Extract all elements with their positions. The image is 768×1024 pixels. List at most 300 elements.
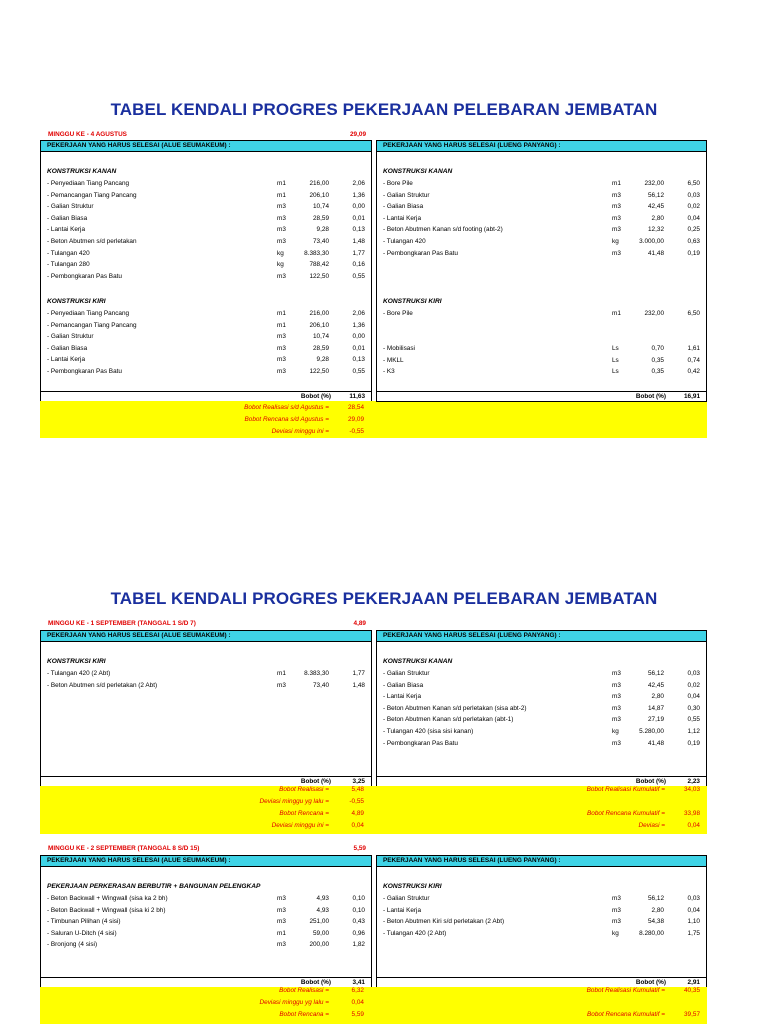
table-row — [377, 726, 706, 737]
table-row — [377, 343, 706, 354]
table-row — [377, 213, 706, 224]
item-bobot: 2,06 — [352, 180, 365, 187]
item-bobot: 1,36 — [352, 321, 365, 329]
summary-value: 0,04 — [351, 822, 364, 829]
item-volume: 12,32 — [648, 226, 664, 234]
item-name: - Lantai Kerja — [47, 356, 86, 364]
item-unit: m1 — [612, 180, 621, 187]
table-row — [377, 703, 706, 714]
summary-value: 29,09 — [348, 416, 364, 423]
item-name: - Galian Biasa — [383, 203, 424, 211]
item-volume: 10,74 — [313, 203, 329, 211]
item-name: - MKLL — [383, 356, 404, 364]
section-title: KONSTRUKSI KANAN — [383, 168, 453, 175]
table-row — [41, 331, 371, 342]
table-row — [377, 905, 706, 916]
item-name: - Tulangan 420 (sisa sisi kanan) — [383, 728, 474, 735]
summary-value: 4,89 — [351, 810, 364, 817]
item-volume: 28,59 — [313, 214, 329, 222]
week-label-sep2 — [48, 845, 372, 855]
summary-value: 6,32 — [351, 987, 364, 994]
item-bobot: 0,19 — [687, 739, 700, 747]
summary-label: Deviasi minggu ini = — [271, 822, 329, 829]
section-title: KONSTRUKSI KIRI — [47, 298, 106, 305]
table-row — [377, 236, 706, 247]
panel-alue-seumakeum-sep2 — [40, 855, 372, 988]
item-name: - Bore Pile — [383, 310, 413, 317]
item-name: - Pemancangan Tiang Pancang — [47, 191, 137, 199]
item-name: - Beton Abutmen s/d perletakan — [47, 238, 137, 245]
item-volume: 56,12 — [648, 895, 664, 902]
item-bobot: 0,63 — [687, 238, 700, 245]
item-bobot: 0,42 — [687, 368, 700, 376]
summary-label: Bobot Realisasi = — [279, 786, 329, 793]
item-unit: m1 — [277, 321, 286, 329]
item-unit: kg — [277, 249, 284, 257]
item-bobot: 0,04 — [687, 693, 700, 701]
item-unit: m1 — [277, 180, 286, 187]
sep1-left-summary-row — [0, 796, 768, 808]
item-unit: m3 — [277, 356, 286, 364]
section-title: PEKERJAAN PERKERASAN BERBUTIR + BANGUNAN PELENGKAP — [47, 883, 261, 890]
item-bobot: 0,55 — [352, 368, 365, 375]
item-volume: 206,10 — [309, 191, 329, 199]
item-volume: 42,45 — [648, 681, 664, 689]
summary-label: Bobot Rencana = — [279, 1011, 329, 1018]
panel-alue-seumakeum-sep1 — [40, 630, 372, 787]
section-title: KONSTRUKSI KANAN — [47, 168, 117, 175]
summary-label: Deviasi minggu ini = — [271, 428, 329, 435]
item-volume: 2,80 — [651, 214, 664, 222]
table-row — [377, 224, 706, 235]
item-name: - Beton Abutmen s/d perletakan (2 Abt) — [47, 681, 158, 689]
item-unit: m1 — [612, 310, 621, 317]
item-bobot: 0,04 — [687, 214, 700, 222]
item-volume: 206,10 — [309, 321, 329, 329]
item-unit: m3 — [612, 918, 621, 926]
item-unit: m3 — [277, 906, 286, 914]
table-row — [377, 190, 706, 201]
section-title: KONSTRUKSI KIRI — [47, 658, 106, 665]
item-name: - Beton Abutmen Kiri s/d perletakan (2 Abt) — [383, 918, 505, 926]
week-label: MINGGU KE - 2 SEPTEMBER (TANGGAL 8 S/D 15) — [48, 845, 200, 852]
week-value: 4,89 — [353, 620, 366, 627]
item-unit: m3 — [612, 739, 621, 747]
item-volume: 3.000,00 — [639, 238, 664, 245]
aug-summary-row — [0, 426, 768, 438]
summary-label: Bobot Realisasi s/d Agustus = — [244, 404, 329, 411]
item-unit: m3 — [612, 203, 621, 211]
bobot-total: 3,41 — [352, 979, 365, 986]
summary-value: -0,55 — [349, 798, 364, 805]
summary-value: 33,98 — [684, 810, 700, 817]
week-value: 5,59 — [353, 845, 366, 852]
item-unit: Ls — [612, 356, 619, 364]
bobot-label: Bobot (%) — [635, 979, 666, 986]
item-bobot: 0,00 — [352, 333, 365, 341]
item-name: - Bore Pile — [383, 180, 413, 187]
item-unit: m1 — [277, 191, 286, 199]
table-row — [41, 893, 371, 904]
item-unit: kg — [612, 929, 619, 937]
table-row — [41, 271, 371, 282]
table-row — [41, 320, 371, 331]
item-bobot: 1,10 — [687, 918, 700, 926]
table-row — [377, 680, 706, 691]
item-bobot: 1,12 — [687, 728, 700, 735]
item-bobot: 0,01 — [352, 344, 365, 352]
item-name: - Lantai Kerja — [383, 693, 422, 701]
item-volume: 122,50 — [309, 368, 329, 375]
item-volume: 56,12 — [648, 191, 664, 199]
item-volume: 8.280,00 — [639, 929, 664, 937]
item-unit: kg — [612, 728, 619, 735]
item-unit: m1 — [277, 670, 286, 677]
table-row — [41, 190, 371, 201]
summary-label: Deviasi = — [638, 822, 665, 829]
item-unit: m3 — [612, 895, 621, 902]
item-name: - Lantai Kerja — [47, 226, 86, 234]
table-row — [41, 213, 371, 224]
item-name: - Tulangan 420 — [47, 249, 90, 257]
item-volume: 41,48 — [648, 739, 664, 747]
table-row — [41, 905, 371, 916]
item-unit: m3 — [612, 214, 621, 222]
summary-value: -0,55 — [349, 428, 364, 435]
item-volume: 10,74 — [313, 333, 329, 341]
item-unit: m3 — [277, 344, 286, 352]
item-bobot: 1,36 — [352, 191, 365, 199]
table-row — [41, 354, 371, 365]
item-volume: 2,80 — [651, 906, 664, 914]
table-row — [41, 668, 371, 679]
bobot-total: 3,25 — [352, 778, 365, 785]
panel-lueng-panyang-aug — [376, 140, 707, 402]
item-bobot: 0,55 — [687, 716, 700, 724]
table-row — [41, 248, 371, 259]
item-name: - Lantai Kerja — [383, 906, 422, 914]
item-name: - Beton Backwall + Wingwall (sisa ki 2 bh) — [47, 906, 166, 914]
item-volume: 8.383,30 — [304, 249, 329, 257]
summary-value: 28,54 — [348, 404, 364, 411]
table-row — [41, 201, 371, 212]
item-volume: 5.280,00 — [639, 728, 664, 735]
section-title: KONSTRUKSI KANAN — [383, 658, 453, 665]
panel-alue-seumakeum-aug — [40, 140, 372, 402]
summary-value: 5,48 — [351, 786, 364, 793]
item-bobot: 0,19 — [687, 249, 700, 257]
item-unit: m3 — [277, 368, 286, 375]
item-name: - Tulangan 420 — [383, 238, 426, 245]
summary-value: 40,35 — [684, 987, 700, 994]
aug-summary-row — [0, 414, 768, 426]
table-row — [41, 916, 371, 927]
item-name: - Pembongkaran Pas Batu — [47, 272, 122, 280]
item-unit: m3 — [612, 693, 621, 701]
item-volume: 14,87 — [648, 704, 664, 712]
table-row — [41, 939, 371, 950]
item-bobot: 0,03 — [687, 895, 700, 902]
summary-label: Bobot Realisasi Kumulatif = — [586, 987, 665, 994]
item-volume: 73,40 — [313, 681, 329, 689]
item-unit: m3 — [612, 249, 621, 257]
item-volume: 9,28 — [316, 226, 329, 234]
sep2-left-summary-row — [0, 997, 768, 1009]
item-bobot: 0,03 — [687, 670, 700, 677]
item-name: - Galian Biasa — [383, 681, 424, 689]
item-name: - Galian Struktur — [383, 670, 430, 677]
bobot-label: Bobot (%) — [635, 393, 666, 400]
item-unit: m3 — [612, 670, 621, 677]
item-unit: m3 — [612, 704, 621, 712]
table-row — [377, 714, 706, 725]
item-volume: 9,28 — [316, 356, 329, 364]
item-volume: 56,12 — [648, 670, 664, 677]
section-title: KONSTRUKSI KIRI — [383, 883, 442, 890]
item-volume: 0,35 — [651, 368, 664, 376]
summary-label: Deviasi minggu yg lalu = — [259, 798, 329, 805]
item-bobot: 1,61 — [687, 345, 700, 352]
item-volume: 4,93 — [316, 906, 329, 914]
bobot-label: Bobot (%) — [300, 778, 331, 785]
panel-lueng-panyang-sep2 — [376, 855, 707, 988]
section-title: KONSTRUKSI KIRI — [383, 298, 442, 305]
item-bobot: 1,77 — [352, 249, 365, 257]
table-row — [377, 355, 706, 366]
right-summary-row — [0, 820, 768, 832]
item-bobot: 0,16 — [352, 261, 365, 269]
table-row — [41, 178, 371, 189]
item-volume: 27,19 — [648, 716, 664, 724]
table-row — [377, 668, 706, 679]
item-unit: m3 — [277, 333, 286, 341]
bobot-label: Bobot (%) — [300, 979, 331, 986]
week-value: 29,09 — [350, 131, 366, 138]
item-name: - Beton Backwall + Wingwall (sisa ka 2 bh) — [47, 895, 168, 902]
item-name: - K3 — [383, 368, 395, 376]
item-bobot: 0,13 — [352, 226, 365, 234]
item-bobot: 2,06 — [352, 310, 365, 317]
item-unit: m3 — [277, 895, 286, 902]
item-volume: 2,80 — [651, 693, 664, 701]
item-name: - Pembongkaran Pas Batu — [383, 249, 458, 257]
page-title-1: TABEL KENDALI PROGRES PEKERJAAN PELEBARAN JEMBATAN — [110, 100, 658, 119]
summary-label: Bobot Realisasi = — [279, 987, 329, 994]
panel-header: PEKERJAAN YANG HARUS SELESAI (ALUE SEUMAKEUM) : — [41, 856, 371, 867]
item-unit: kg — [612, 238, 619, 245]
item-volume: 8.383,30 — [304, 670, 329, 677]
item-name: - Pemancangan Tiang Pancang — [47, 321, 137, 329]
item-volume: 251,00 — [309, 918, 329, 926]
item-unit: m3 — [612, 226, 621, 234]
item-unit: m3 — [277, 226, 286, 234]
item-volume: 216,00 — [309, 180, 329, 187]
panel-header: PEKERJAAN YANG HARUS SELESAI (LUENG PANYANG) : — [377, 141, 706, 152]
item-bobot: 0,10 — [352, 906, 365, 914]
summary-label: Bobot Rencana s/d Agustus = — [244, 416, 329, 423]
week-label: MINGGU KE - 4 AGUSTUS — [48, 131, 127, 138]
item-bobot: 0,96 — [352, 929, 365, 937]
bobot-total: 2,91 — [687, 979, 700, 986]
item-volume: 788,42 — [309, 261, 329, 269]
summary-label: Bobot Rencana Kumulatif = — [587, 810, 665, 817]
item-name: - Saluran U-Ditch (4 sisi) — [47, 929, 117, 937]
item-unit: Ls — [612, 368, 619, 376]
panel-header: PEKERJAAN YANG HARUS SELESAI (ALUE SEUMAKEUM) : — [41, 631, 371, 642]
item-volume: 232,00 — [644, 310, 664, 317]
item-unit: m3 — [277, 238, 286, 245]
item-volume: 73,40 — [313, 238, 329, 245]
summary-value: 39,57 — [684, 1011, 700, 1018]
item-unit: m3 — [277, 941, 286, 949]
item-name: - Mobilisasi — [383, 345, 415, 352]
item-name: - Pembongkaran Pas Batu — [47, 368, 122, 375]
item-unit: m3 — [277, 681, 286, 689]
summary-value: 5,59 — [351, 1011, 364, 1018]
item-bobot: 0,43 — [352, 918, 365, 926]
item-volume: 28,59 — [313, 344, 329, 352]
right-summary-row — [0, 808, 768, 820]
item-volume: 4,93 — [316, 895, 329, 902]
bobot-total: 2,23 — [687, 778, 700, 785]
item-unit: m3 — [612, 716, 621, 724]
summary-label: Bobot Realisasi Kumulatif = — [586, 786, 665, 793]
item-volume: 200,00 — [309, 941, 329, 949]
aug-summary-row — [0, 402, 768, 414]
item-volume: 0,35 — [651, 356, 664, 364]
item-name: - Pembongkaran Pas Batu — [383, 739, 458, 747]
item-bobot: 1,48 — [352, 681, 365, 689]
table-row — [377, 201, 706, 212]
table-row — [41, 928, 371, 939]
item-bobot: 0,02 — [687, 203, 700, 211]
item-volume: 216,00 — [309, 310, 329, 317]
page-title-2: TABEL KENDALI PROGRES PEKERJAAN PELEBARAN JEMBATAN — [110, 589, 658, 608]
table-row — [41, 366, 371, 377]
item-volume: 41,48 — [648, 249, 664, 257]
summary-label: Deviasi minggu yg lalu = — [259, 999, 329, 1006]
table-row — [377, 893, 706, 904]
table-row — [41, 259, 371, 270]
item-unit: m3 — [277, 272, 286, 280]
sep2-left-summary-row — [0, 985, 768, 997]
table-row — [377, 738, 706, 749]
summary-value: 0,04 — [687, 822, 700, 829]
item-bobot: 6,50 — [687, 310, 700, 317]
table-row — [377, 916, 706, 927]
item-bobot: 0,25 — [687, 226, 700, 234]
item-unit: m1 — [277, 310, 286, 317]
item-unit: m3 — [612, 191, 621, 199]
table-row — [41, 308, 371, 319]
item-name: - Bronjong (4 sisi) — [47, 941, 98, 949]
panel-header: PEKERJAAN YANG HARUS SELESAI (LUENG PANYANG) : — [377, 856, 706, 867]
item-unit: m3 — [612, 906, 621, 914]
item-bobot: 0,00 — [352, 203, 365, 211]
bobot-label: Bobot (%) — [300, 393, 331, 400]
table-row — [377, 691, 706, 702]
week-label: MINGGU KE - 1 SEPTEMBER (TANGGAL 1 S/D 7) — [48, 620, 196, 627]
bobot-label: Bobot (%) — [635, 778, 666, 785]
item-bobot: 1,75 — [687, 929, 700, 937]
table-row — [41, 680, 371, 691]
week-label-sep1 — [48, 620, 372, 630]
summary-value: 34,03 — [684, 786, 700, 793]
item-name: - Beton Abutmen Kanan s/d perletakan (sisa abt-2) — [383, 704, 527, 712]
panel-header: PEKERJAAN YANG HARUS SELESAI (ALUE SEUMAKEUM) : — [41, 141, 371, 152]
item-bobot: 0,74 — [687, 356, 700, 364]
item-bobot: 0,10 — [352, 895, 365, 902]
item-name: - Galian Struktur — [47, 203, 94, 211]
item-name: - Beton Abutmen Kanan s/d footing (abt-2) — [383, 226, 503, 234]
sep2-left-summary-row — [0, 1009, 768, 1021]
item-unit: m3 — [612, 681, 621, 689]
summary-label: Bobot Rencana Kumulatif = — [587, 1011, 665, 1018]
item-name: - Galian Biasa — [47, 214, 88, 222]
table-row — [377, 178, 706, 189]
bobot-total: 11,63 — [349, 393, 365, 400]
item-name: - Galian Biasa — [47, 344, 88, 352]
item-bobot: 1,48 — [352, 238, 365, 245]
item-unit: kg — [277, 261, 284, 269]
table-row — [41, 224, 371, 235]
table-row — [377, 928, 706, 939]
item-name: - Beton Abutmen Kanan s/d perletakan (abt-1) — [383, 716, 514, 724]
item-volume: 232,00 — [644, 180, 664, 187]
item-name: - Penyediaan Tiang Pancang — [47, 310, 130, 317]
item-name: - Penyediaan Tiang Pancang — [47, 180, 130, 187]
item-name: - Tulangan 420 (2 Abt) — [383, 929, 447, 937]
table-row — [41, 236, 371, 247]
item-name: - Galian Struktur — [47, 333, 94, 341]
item-bobot: 0,02 — [687, 681, 700, 689]
item-name: - Galian Struktur — [383, 895, 430, 902]
item-bobot: 1,77 — [352, 670, 365, 677]
item-volume: 42,45 — [648, 203, 664, 211]
summary-label: Bobot Rencana = — [279, 810, 329, 817]
item-volume: 59,00 — [313, 929, 329, 937]
item-name: - Timbunan Pilihan (4 sisi) — [47, 918, 121, 926]
item-bobot: 0,55 — [352, 272, 365, 280]
table-row — [377, 366, 706, 377]
item-name: - Lantai Kerja — [383, 214, 422, 222]
item-bobot: 6,50 — [687, 180, 700, 187]
panel-header: PEKERJAAN YANG HARUS SELESAI (LUENG PANYANG) : — [377, 631, 706, 642]
item-bobot: 1,82 — [352, 941, 365, 949]
panel-lueng-panyang-sep1 — [376, 630, 707, 787]
item-volume: 54,38 — [648, 918, 664, 926]
item-unit: m3 — [277, 214, 286, 222]
table-row — [41, 343, 371, 354]
item-name: - Tulangan 280 — [47, 261, 90, 269]
item-unit: m3 — [277, 203, 286, 211]
item-name: - Galian Struktur — [383, 191, 430, 199]
item-bobot: 0,03 — [687, 191, 700, 199]
item-unit: m1 — [277, 929, 286, 937]
summary-value: 0,04 — [351, 999, 364, 1006]
item-bobot: 0,04 — [687, 906, 700, 914]
item-bobot: 0,13 — [352, 356, 365, 364]
item-bobot: 0,30 — [687, 704, 700, 712]
item-bobot: 0,01 — [352, 214, 365, 222]
right-summary-row — [0, 784, 768, 796]
bobot-row — [377, 391, 706, 402]
item-name: - Tulangan 420 (2 Abt) — [47, 670, 111, 677]
table-row — [377, 308, 706, 319]
table-row — [377, 248, 706, 259]
item-unit: m3 — [277, 918, 286, 926]
item-unit: Ls — [612, 345, 619, 352]
